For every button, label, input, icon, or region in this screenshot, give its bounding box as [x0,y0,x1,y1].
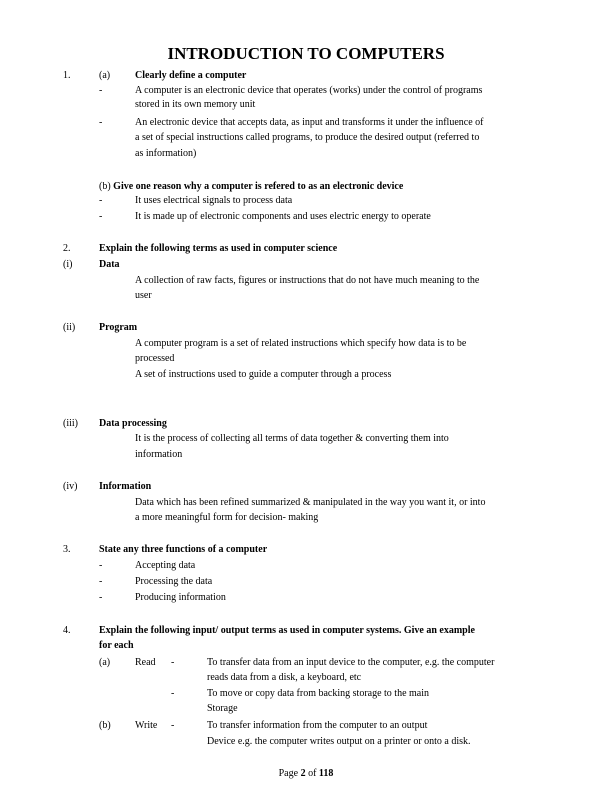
q1a-bullet1-line2: stored in its own memory unit [135,99,256,110]
q1b-heading: Give one reason why a computer is refered to as an electronic device [113,181,404,192]
q2-ii-line1: A computer program is a set of related instructions which specify how data is to be [135,338,467,349]
q2-iii-term: Data processing [99,418,167,429]
q4b-line2: Device e.g. the computer writes output on a printer or onto a disk. [207,736,471,747]
q1a-bullet2-line1: An electronic device that accepts data, as input and transforms it under the influence of [135,117,484,128]
q1b-bullet1: It uses electrical signals to process data [135,195,293,206]
q1a-bullet2-line3: as information) [135,148,197,159]
q3-bullet3: Producing information [135,592,226,603]
q2-ii-marker: (ii) [63,322,76,333]
footer-of: of [305,768,319,779]
footer-total-pages: 118 [318,768,334,779]
q2-heading: Explain the following terms as used in computer science [99,243,338,254]
q1b-bullet2: It is made up of electronic components and uses electric energy to operate [135,211,431,222]
q1b-line [99,181,403,193]
q1a-marker: (a) [99,70,111,81]
q4a-line4: Storage [207,703,238,714]
q2-i-term: Data [99,259,120,270]
q1a-bullet1-line1: A computer is an electronic device that operates (works) under the control of programs [135,85,483,96]
q2-ii-line3: A set of instructions used to guide a computer through a process [135,369,392,380]
q2-iv-marker: (iv) [63,481,78,492]
q4a-line1: To transfer data from an input device to the computer, e.g. the computer [207,657,495,668]
q4a-marker: (a) [99,657,111,668]
footer-page-number: 2 [300,768,306,779]
bullet-dash: - [171,720,175,731]
page-footer [0,768,612,780]
q4-heading-line2: for each [99,640,134,651]
bullet-dash: - [99,576,103,587]
q1a-heading: Clearly define a computer [135,70,247,81]
bullet-dash: - [171,657,175,668]
q2-iv-line1: Data which has been refined summarized & manipulated in the way you want it, or into [135,497,486,508]
q4b-marker: (b) [99,720,111,731]
q4b-line1: To transfer information from the computer to an output [207,720,428,731]
q1a-bullet2-line2: a set of special instructions called programs, to produce the desired output (referred to [135,132,480,143]
q2-iii-line2: information [135,449,183,460]
q2-ii-line2: processed [135,353,175,364]
q4a-term: Read [135,657,156,668]
q2-iv-term: Information [99,481,152,492]
bullet-dash: - [99,211,103,222]
q2-i-line1: A collection of raw facts, figures or instructions that do not have much meaning to the [135,275,480,286]
q2-iii-marker: (iii) [63,418,78,429]
q1b-marker: (b) [99,181,111,192]
q4-heading-line1: Explain the following input/ output terms as used in computer systems. Give an example [99,625,475,636]
q2-i-marker: (i) [63,259,73,270]
bullet-dash: - [99,85,103,96]
q2-iii-line1: It is the process of collecting all terms of data together & converting them into [135,433,449,444]
q4a-line3: To move or copy data from backing storage to the main [207,688,430,699]
q3-heading: State any three functions of a computer [99,544,268,555]
bullet-dash: - [171,688,175,699]
q2-ii-term: Program [99,322,138,333]
page-title: INTRODUCTION TO COMPUTERS [167,44,445,63]
q2-iv-line2: a more meaningful form for decision- making [135,512,319,523]
q4a-line2: reads data from a disk, a keyboard, etc [207,672,362,683]
q2-i-line2: user [135,290,152,301]
bullet-dash: - [99,195,103,206]
q3-number: 3. [63,544,71,555]
q3-bullet1: Accepting data [135,560,196,571]
footer-prefix: Page [278,768,301,779]
q2-number: 2. [63,243,71,254]
bullet-dash: - [99,560,103,571]
q4-number: 4. [63,625,71,636]
q1-number: 1. [63,70,71,81]
q4b-term: Write [135,720,158,731]
bullet-dash: - [99,117,103,128]
bullet-dash: - [99,592,103,603]
q3-bullet2: Processing the data [135,576,213,587]
